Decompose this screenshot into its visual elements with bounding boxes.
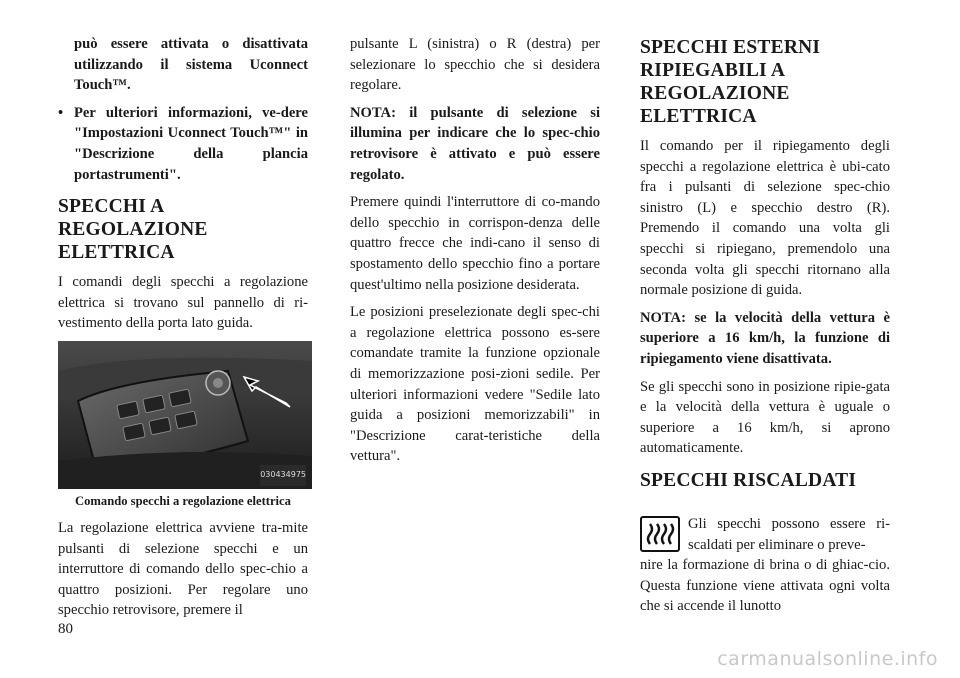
paragraph: pulsante L (sinistra) o R (destra) per selezionare lo specchio che si desidera regolare. <box>350 36 600 94</box>
paragraph: La regolazione elettrica avviene tra-mite pulsanti di selezione specchi e un interruttore di comando dello spec-chio a quattro posizioni. Per regolare uno specchio retrovisore, premere il <box>58 519 308 619</box>
heated-mirror-icon <box>640 516 680 552</box>
note <box>350 103 600 185</box>
column-3 <box>640 36 890 624</box>
paragraph-first-lines: Gli specchi possono essere ri-scaldati per eliminare o preve- <box>688 515 890 553</box>
paragraph: Premere quindi l'interruttore di co-mando dello specchio in corrispon-denza delle quattro frecce che indi-cano il senso di spostamento dello specchio fino a portare quest'ultimo nella posizione desiderata. <box>350 194 600 293</box>
paragraph: Le posizioni preselezionate degli spec-chi a regolazione elettrica possono es-sere comandate tramite la funzione opzionale di memorizzazione posi-zioni sedile. Per ulteriori informazioni vedere "Sedile lato guida a posizioni memorizzabili" in "Descrizione carat-teristiche della vettura". <box>350 304 600 465</box>
paragraph: Se gli specchi sono in posizione ripie-gata e la velocità della vettura è uguale o superiore a 16 km/h, si aprono automaticamente. <box>640 378 890 457</box>
note-text: se la velocità della vettura è superiore a 16 km/h, la funzione di ripiegamento viene disattivata. <box>640 309 890 367</box>
column-1 <box>58 34 308 628</box>
page-number: 80 <box>58 621 73 637</box>
bullet-dot-icon: • <box>58 104 64 121</box>
heated-mirrors-block <box>640 514 890 617</box>
section-heading-heated-mirrors: SPECCHI RISCALDATI <box>640 469 857 491</box>
figure-code: 030434975 <box>260 465 306 486</box>
watermark: carmanualsonline.info <box>717 648 938 670</box>
section-heading-power-mirrors: SPECCHI A REGOLAZIONE ELETTRICA <box>58 196 208 264</box>
note-text: il pulsante di selezione si illumina per indicare che lo spec-chio retrovisore è attivato e può essere regolato. <box>350 104 601 183</box>
figure-caption: Comando specchi a regolazione elettrica <box>75 493 291 508</box>
door-panel-photo <box>58 341 312 489</box>
paragraph: Il comando per il ripiegamento degli specchi a regolazione elettrica è ubi-cato fra i pulsanti di selezione spec-chio sinistro (L) e specchio destro (R). Premendo il comando una volta gli specchi si ripiegano, premendolo una seconda volta gli specchi ritornano alla normale posizione di guida. <box>640 138 890 299</box>
bullet-item <box>58 103 308 185</box>
note-label: NOTA: <box>350 104 396 121</box>
continued-text: può essere attivata o disattivata utilizzando il sistema Uconnect Touch™. <box>74 36 308 94</box>
bullet-text: Per ulteriori informazioni, ve-dere "Impostazioni Uconnect Touch™" in "Descrizione della plancia portastrumenti". <box>74 104 308 183</box>
column-2 <box>350 34 600 474</box>
section-heading-folding-mirrors: SPECCHI ESTERNI RIPIEGABILI A REGOLAZIONE ELETTRICA <box>640 37 821 127</box>
paragraph: I comandi degli specchi a regolazione elettrica si trovano sul pannello di ri-vestimento della porta lato guida. <box>58 274 308 332</box>
note <box>640 308 890 370</box>
paragraph: nire la formazione di brina o di ghiac-cio. Questa funzione viene attivata ogni volta che si accende il lunotto <box>640 557 890 615</box>
note-label: NOTA: <box>640 309 686 326</box>
